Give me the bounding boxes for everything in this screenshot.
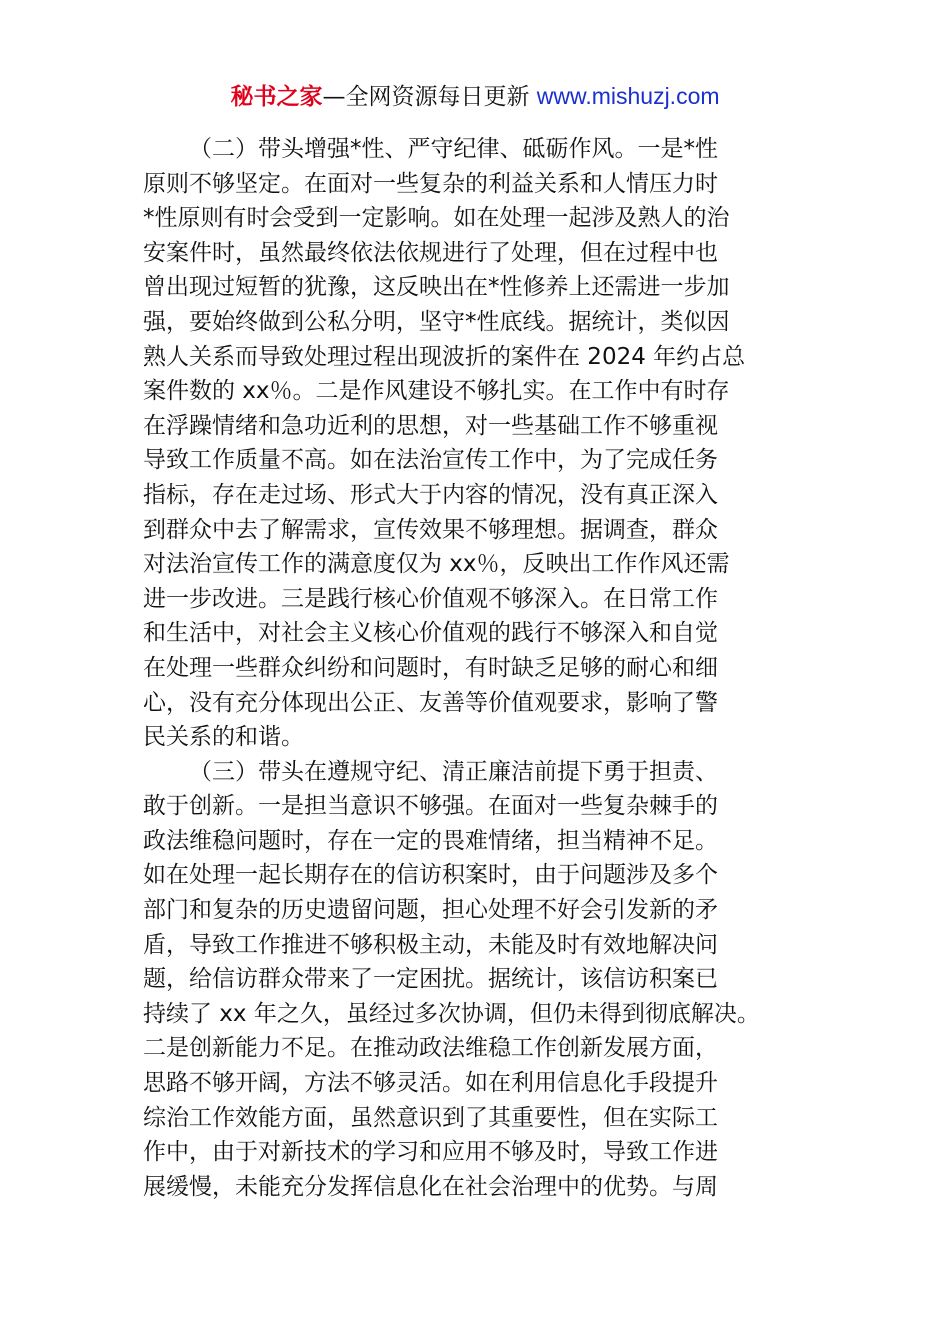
text-line: 部门和复杂的历史遗留问题，担心处理不好会引发新的矛 [143,897,718,924]
text-line: 安案件时，虽然最终依法依规进行了处理，但在过程中也 [143,239,718,266]
text-line: 展缓慢，未能充分发挥信息化在社会治理中的优势。与周 [143,1173,718,1200]
paragraph-3 [143,755,823,1205]
text-line: 民关系的和谐。 [143,724,304,751]
text-line: 题，给信访群众带来了一定困扰。据统计，该信访积案已 [143,966,718,993]
paragraph-2 [143,132,823,755]
text-line: 到群众中去了解需求，宣传效果不够理想。据调查，群众 [143,516,718,543]
text-line: 指标，存在走过场、形式大于内容的情况，没有真正深入 [143,481,718,508]
text-line: （三）带头在遵规守纪、清正廉洁前提下勇于担责、 [189,758,718,785]
text-line: 和生活中，对社会主义核心价值观的践行不够深入和自觉 [143,620,718,647]
text-line: 熟人关系而导致处理过程出现波折的案件在 2024 年约占总 [143,343,746,370]
text-line: 作中，由于对新技术的学习和应用不够及时，导致工作进 [143,1139,718,1166]
document-body [143,132,823,1204]
text-line: 在浮躁情绪和急功近利的思想，对一些基础工作不够重视 [143,412,718,439]
brand-name: 秘书之家 [230,84,323,110]
text-line: 如在处理一起长期存在的信访积案时，由于问题涉及多个 [143,862,718,889]
text-line: 敢于创新。一是担当意识不够强。在面对一些复杂棘手的 [143,793,718,820]
text-line: 进一步改进。三是践行核心价值观不够深入。在日常工作 [143,585,718,612]
text-line: （二）带头增强*性、严守纪律、砥砺作风。一是*性 [189,136,718,162]
text-line: 案件数的 xx％。二是作风建设不够扎实。在工作中有时存 [143,378,730,405]
text-line: 原则不够坚定。在面对一些复杂的利益关系和人情压力时 [143,170,718,197]
text-line: 心，没有充分体现出公正、友善等价值观要求，影响了警 [143,689,718,716]
text-line: 曾出现过短暂的犹豫，这反映出在*性修养上还需进一步加 [143,274,730,301]
text-line: 盾，导致工作推进不够积极主动，未能及时有效地解决问 [143,931,718,958]
text-line: 在处理一些群众纠纷和问题时，有时缺乏足够的耐心和细 [143,654,718,681]
text-line: 对法治宣传工作的满意度仅为 xx％，反映出工作作风还需 [143,551,730,578]
site-header [0,80,950,113]
text-line: 思路不够开阔，方法不够灵活。如在利用信息化手段提升 [143,1070,718,1097]
text-line: 导致工作质量不高。如在法治宣传工作中，为了完成任务 [143,447,718,474]
text-line: 综治工作效能方面，虽然意识到了其重要性，但在实际工 [143,1104,718,1131]
text-line: 持续了 xx 年之久，虽经过多次协调，但仍未得到彻底解决。 [143,1000,760,1027]
site-url-link[interactable]: www.mishuzj.com [536,83,720,109]
text-line: 强，要始终做到公私分明，坚守*性底线。据统计，类似因 [143,308,730,335]
text-line: *性原则有时会受到一定影响。如在处理一起涉及熟人的治 [143,205,730,232]
text-line: 二是创新能力不足。在推动政法维稳工作创新发展方面， [143,1035,718,1062]
text-line: 政法维稳问题时，存在一定的畏难情绪，担当精神不足。 [143,827,718,854]
header-tagline: —全网资源每日更新 [322,84,537,110]
